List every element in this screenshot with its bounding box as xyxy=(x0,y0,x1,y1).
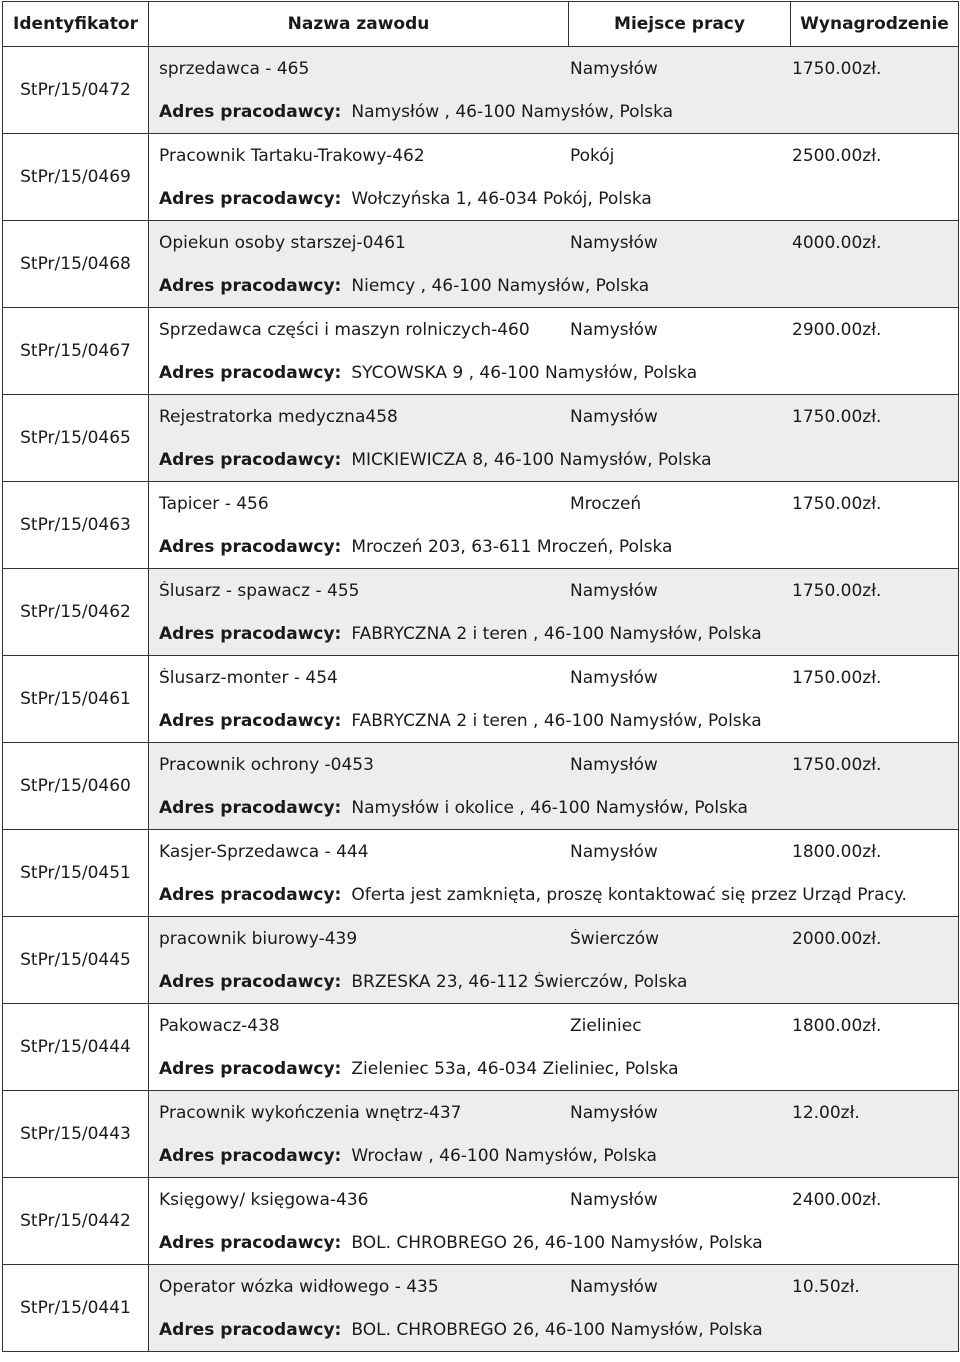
address-label: Adres pracodawcy: xyxy=(159,101,342,122)
table-row xyxy=(3,308,959,395)
job-name: Opiekun osoby starszej-0461 xyxy=(159,232,406,253)
offer-id: StPr/15/0463 xyxy=(3,482,149,569)
offer-address xyxy=(149,438,958,481)
address-label: Adres pracodawcy: xyxy=(159,449,342,470)
offer-id: StPr/15/0468 xyxy=(3,221,149,308)
job-name: Operator wózka widłowego - 435 xyxy=(159,1276,439,1297)
address-label: Adres pracodawcy: xyxy=(159,188,342,209)
header-nazwa-zawodu: Nazwa zawodu xyxy=(149,2,569,47)
job-place: Namysłów xyxy=(570,841,658,862)
offer-summary xyxy=(149,656,958,699)
offer-summary xyxy=(149,308,958,351)
job-place: Namysłów xyxy=(570,1276,658,1297)
table-row xyxy=(3,656,959,743)
offer-address xyxy=(149,612,958,655)
offer-summary xyxy=(149,1004,958,1047)
offer-address xyxy=(149,1221,958,1264)
job-place: Namysłów xyxy=(570,580,658,601)
job-place: Namysłów xyxy=(570,1189,658,1210)
offer-id: StPr/15/0461 xyxy=(3,656,149,743)
job-salary: 1800.00zł. xyxy=(792,1015,882,1036)
offer-details xyxy=(149,569,959,656)
offer-details xyxy=(149,47,959,134)
job-name: Pracownik wykończenia wnętrz-437 xyxy=(159,1102,462,1123)
offer-details xyxy=(149,917,959,1004)
job-salary: 1750.00zł. xyxy=(792,493,882,514)
address-label: Adres pracodawcy: xyxy=(159,884,342,905)
job-salary: 2400.00zł. xyxy=(792,1189,882,1210)
offer-address xyxy=(149,699,958,742)
job-salary: 1750.00zł. xyxy=(792,406,882,427)
offer-summary xyxy=(149,917,958,960)
address-label: Adres pracodawcy: xyxy=(159,797,342,818)
address-value: Namysłów i okolice , 46-100 Namysłów, Polska xyxy=(351,797,748,818)
address-label: Adres pracodawcy: xyxy=(159,1232,342,1253)
job-salary: 1750.00zł. xyxy=(792,580,882,601)
offer-id: StPr/15/0462 xyxy=(3,569,149,656)
job-place: Mroczeń xyxy=(570,493,642,514)
table-row xyxy=(3,1265,959,1352)
job-offers-table xyxy=(2,1,959,1352)
address-label: Adres pracodawcy: xyxy=(159,536,342,557)
address-value: Wołczyńska 1, 46-034 Pokój, Polska xyxy=(351,188,652,209)
offer-details xyxy=(149,1004,959,1091)
job-name: Księgowy/ księgowa-436 xyxy=(159,1189,369,1210)
address-label: Adres pracodawcy: xyxy=(159,710,342,731)
offer-id: StPr/15/0460 xyxy=(3,743,149,830)
job-place: Zieliniec xyxy=(570,1015,642,1036)
address-value: BOL. CHROBREGO 26, 46-100 Namysłów, Polska xyxy=(351,1232,763,1253)
job-salary: 2900.00zł. xyxy=(792,319,882,340)
offer-details xyxy=(149,656,959,743)
job-salary: 12.00zł. xyxy=(792,1102,860,1123)
job-name: Tapicer - 456 xyxy=(159,493,269,514)
table-row xyxy=(3,221,959,308)
job-salary: 10.50zł. xyxy=(792,1276,860,1297)
job-place: Namysłów xyxy=(570,232,658,253)
job-place: Namysłów xyxy=(570,58,658,79)
job-place: Namysłów xyxy=(570,1102,658,1123)
offer-id: StPr/15/0451 xyxy=(3,830,149,917)
offer-details xyxy=(149,308,959,395)
offer-summary xyxy=(149,830,958,873)
offer-id: StPr/15/0472 xyxy=(3,47,149,134)
address-value: Zieleniec 53a, 46-034 Zieliniec, Polska xyxy=(351,1058,679,1079)
offer-address xyxy=(149,264,958,307)
job-salary: 2500.00zł. xyxy=(792,145,882,166)
offer-summary xyxy=(149,743,958,786)
table-row xyxy=(3,1178,959,1265)
offer-id: StPr/15/0444 xyxy=(3,1004,149,1091)
offer-summary xyxy=(149,1091,958,1134)
offer-summary xyxy=(149,569,958,612)
address-label: Adres pracodawcy: xyxy=(159,1058,342,1079)
table-row xyxy=(3,47,959,134)
address-value: BRZESKA 23, 46-112 Świerczów, Polska xyxy=(351,971,688,992)
job-salary: 1750.00zł. xyxy=(792,667,882,688)
offer-summary xyxy=(149,395,958,438)
offer-id: StPr/15/0442 xyxy=(3,1178,149,1265)
address-label: Adres pracodawcy: xyxy=(159,275,342,296)
job-name: Rejestratorka medyczna458 xyxy=(159,406,398,427)
table-row xyxy=(3,1004,959,1091)
address-value: FABRYCZNA 2 i teren , 46-100 Namysłów, Polska xyxy=(351,623,762,644)
address-label: Adres pracodawcy: xyxy=(159,623,342,644)
table-row xyxy=(3,1091,959,1178)
offer-details xyxy=(149,482,959,569)
job-place: Namysłów xyxy=(570,667,658,688)
offer-details xyxy=(149,830,959,917)
table-row xyxy=(3,917,959,1004)
offer-id: StPr/15/0467 xyxy=(3,308,149,395)
offer-summary xyxy=(149,482,958,525)
table-row xyxy=(3,743,959,830)
offer-address xyxy=(149,1308,958,1351)
job-name: Kasjer-Sprzedawca - 444 xyxy=(159,841,369,862)
job-name: pracownik biurowy-439 xyxy=(159,928,358,949)
table-row xyxy=(3,395,959,482)
job-name: sprzedawca - 465 xyxy=(159,58,310,79)
job-name: Pakowacz-438 xyxy=(159,1015,280,1036)
offer-address xyxy=(149,960,958,1003)
offer-details xyxy=(149,395,959,482)
offer-summary xyxy=(149,134,958,177)
job-name: Pracownik Tartaku-Trakowy-462 xyxy=(159,145,425,166)
offer-summary xyxy=(149,1178,958,1221)
header-identyfikator: Identyfikator xyxy=(3,2,149,47)
offer-summary xyxy=(149,1265,958,1308)
job-name: Sprzedawca części i maszyn rolniczych-460 xyxy=(159,319,530,340)
address-value: SYCOWSKA 9 , 46-100 Namysłów, Polska xyxy=(351,362,698,383)
job-salary: 2000.00zł. xyxy=(792,928,882,949)
job-place: Namysłów xyxy=(570,319,658,340)
address-value: Oferta jest zamknięta, proszę kontaktować się przez Urząd Pracy. xyxy=(351,884,907,905)
offer-address xyxy=(149,1047,958,1090)
job-name: Ślusarz-monter - 454 xyxy=(159,667,338,688)
job-salary: 1750.00zł. xyxy=(792,754,882,775)
offer-address xyxy=(149,177,958,220)
address-label: Adres pracodawcy: xyxy=(159,362,342,383)
job-place: Świerczów xyxy=(570,928,660,949)
job-place: Pokój xyxy=(570,145,615,166)
address-value: MICKIEWICZA 8, 46-100 Namysłów, Polska xyxy=(351,449,712,470)
table-row xyxy=(3,482,959,569)
offer-id: StPr/15/0445 xyxy=(3,917,149,1004)
address-value: Namysłów , 46-100 Namysłów, Polska xyxy=(351,101,674,122)
address-label: Adres pracodawcy: xyxy=(159,1145,342,1166)
job-salary: 1800.00zł. xyxy=(792,841,882,862)
offer-id: StPr/15/0443 xyxy=(3,1091,149,1178)
offer-address xyxy=(149,351,958,394)
offer-id: StPr/15/0469 xyxy=(3,134,149,221)
job-name: Ślusarz - spawacz - 455 xyxy=(159,580,360,601)
offer-id: StPr/15/0441 xyxy=(3,1265,149,1352)
header-miejsce-pracy: Miejsce pracy xyxy=(569,2,791,47)
job-salary: 1750.00zł. xyxy=(792,58,882,79)
offer-id: StPr/15/0465 xyxy=(3,395,149,482)
offer-details xyxy=(149,134,959,221)
table-header-row xyxy=(3,2,959,47)
offer-address xyxy=(149,873,958,916)
table-row xyxy=(3,134,959,221)
offer-details xyxy=(149,743,959,830)
offer-details xyxy=(149,1091,959,1178)
address-value: BOL. CHROBREGO 26, 46-100 Namysłów, Polska xyxy=(351,1319,763,1340)
offer-address xyxy=(149,90,958,133)
offer-details xyxy=(149,1178,959,1265)
job-salary: 4000.00zł. xyxy=(792,232,882,253)
offer-summary xyxy=(149,221,958,264)
address-value: Mroczeń 203, 63-611 Mroczeń, Polska xyxy=(351,536,673,557)
table-row xyxy=(3,569,959,656)
table-body xyxy=(3,47,959,1352)
address-value: Wrocław , 46-100 Namysłów, Polska xyxy=(351,1145,657,1166)
address-value: Niemcy , 46-100 Namysłów, Polska xyxy=(351,275,650,296)
job-name: Pracownik ochrony -0453 xyxy=(159,754,374,775)
job-place: Namysłów xyxy=(570,406,658,427)
address-value: FABRYCZNA 2 i teren , 46-100 Namysłów, Polska xyxy=(351,710,762,731)
offer-address xyxy=(149,1134,958,1177)
table-row xyxy=(3,830,959,917)
address-label: Adres pracodawcy: xyxy=(159,971,342,992)
offer-address xyxy=(149,525,958,568)
offer-details xyxy=(149,1265,959,1352)
offer-summary xyxy=(149,47,958,90)
offer-address xyxy=(149,786,958,829)
job-place: Namysłów xyxy=(570,754,658,775)
address-label: Adres pracodawcy: xyxy=(159,1319,342,1340)
header-wynagrodzenie: Wynagrodzenie xyxy=(791,2,959,47)
offer-details xyxy=(149,221,959,308)
